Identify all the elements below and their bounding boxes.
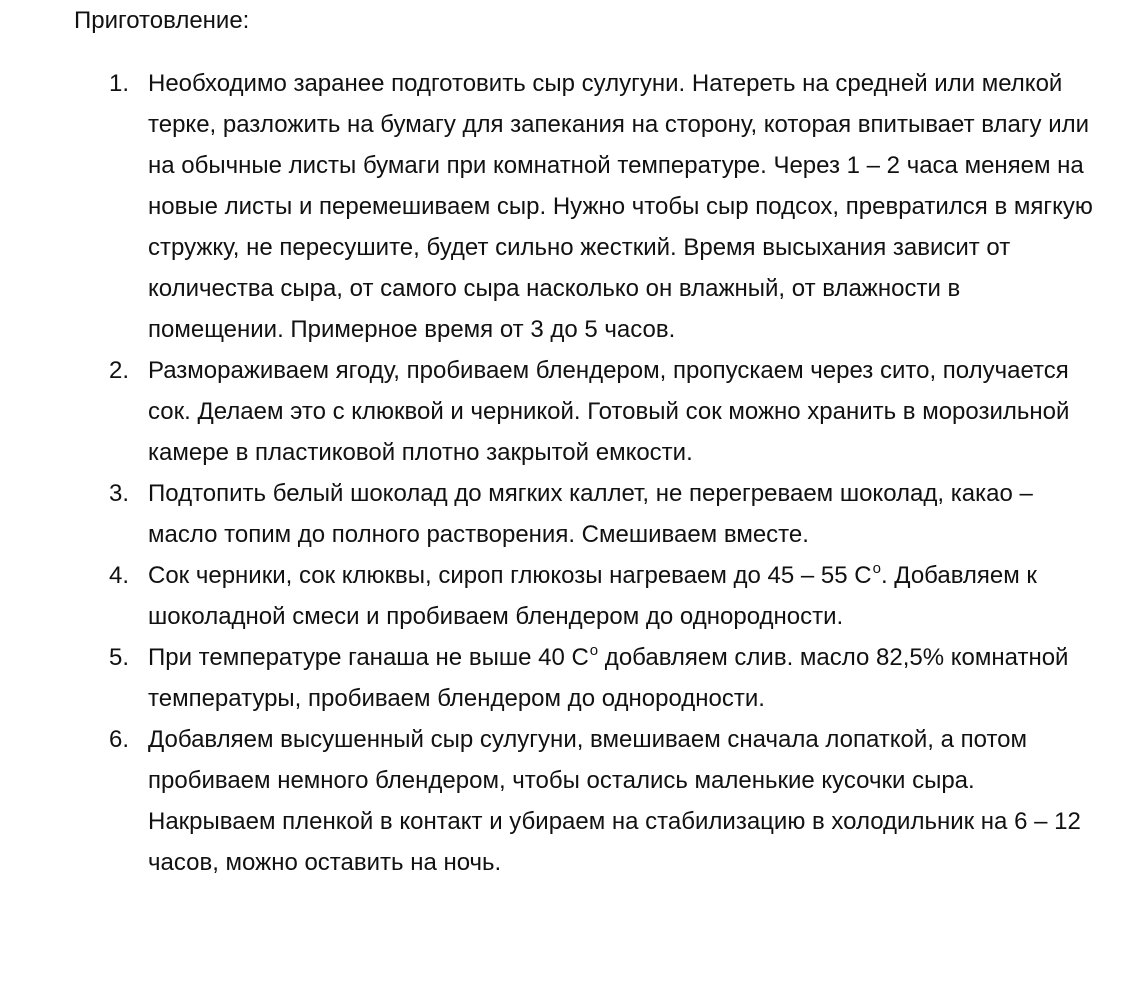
step-text: Необходимо заранее подготовить сыр сулугуни. Натереть на средней или мелкой терке, разложить на бумагу для запекания на сторону, которая впитывает влагу или на обычные листы бумаги при комнатной температуре. Через 1 – 2 часа меняем на новые листы и перемешиваем сыр. Нужно чтобы сыр подсох, превратился в мягкую стружку, не пересушите, будет сильно жесткий. Время высыхания зависит от количества сыра, от самого сыра насколько он влажный, от влажности в помещении. Примерное время от 3 до 5 часов. <box>148 70 1093 343</box>
step-number: 3. <box>109 480 130 507</box>
step-text-part: . Добавляем к шоколадной смеси и пробиваем блендером до однородности. <box>148 562 1037 630</box>
step-item <box>0 555 1133 637</box>
step-number: 5. <box>109 644 130 671</box>
degree-symbol: o <box>872 560 881 577</box>
step-item <box>0 63 1133 350</box>
step-item <box>0 637 1133 719</box>
step-item <box>0 473 1133 555</box>
step-number: 1. <box>109 70 130 97</box>
step-text-part: добавляем слив. масло 82,5% комнатной температуры, пробиваем блендером до однородности. <box>148 644 1069 712</box>
step-text: Подтопить белый шоколад до мягких каллет, не перегреваем шоколад, какао – масло топим до полного растворения. Смешиваем вместе. <box>148 480 1033 548</box>
section-heading: Приготовление: <box>74 7 250 34</box>
steps-list <box>0 63 1133 883</box>
step-item <box>0 719 1133 883</box>
step-number: 6. <box>109 726 130 753</box>
step-item <box>0 350 1133 473</box>
step-text-part: Сок черники, сок клюквы, сироп глюкозы нагреваем до 45 – 55 С <box>148 562 872 589</box>
degree-symbol: o <box>589 642 599 659</box>
step-text: Добавляем высушенный сыр сулугуни, вмешиваем сначала лопаткой, а потом пробиваем немного блендером, чтобы остались маленькие кусочки сыра. Накрываем пленкой в контакт и убираем на стабилизацию в холодильник на 6 – 12 часов, можно оставить на ночь. <box>148 726 1081 876</box>
step-text: Размораживаем ягоду, пробиваем блендером, пропускаем через сито, получается сок. Делаем это с клюквой и черникой. Готовый сок можно хранить в морозильной камере в пластиковой плотно закрытой емкости. <box>148 357 1070 466</box>
step-number: 4. <box>109 562 130 589</box>
step-text-part: При температуре ганаша не выше 40 С <box>148 644 589 671</box>
step-number: 2. <box>109 357 130 384</box>
